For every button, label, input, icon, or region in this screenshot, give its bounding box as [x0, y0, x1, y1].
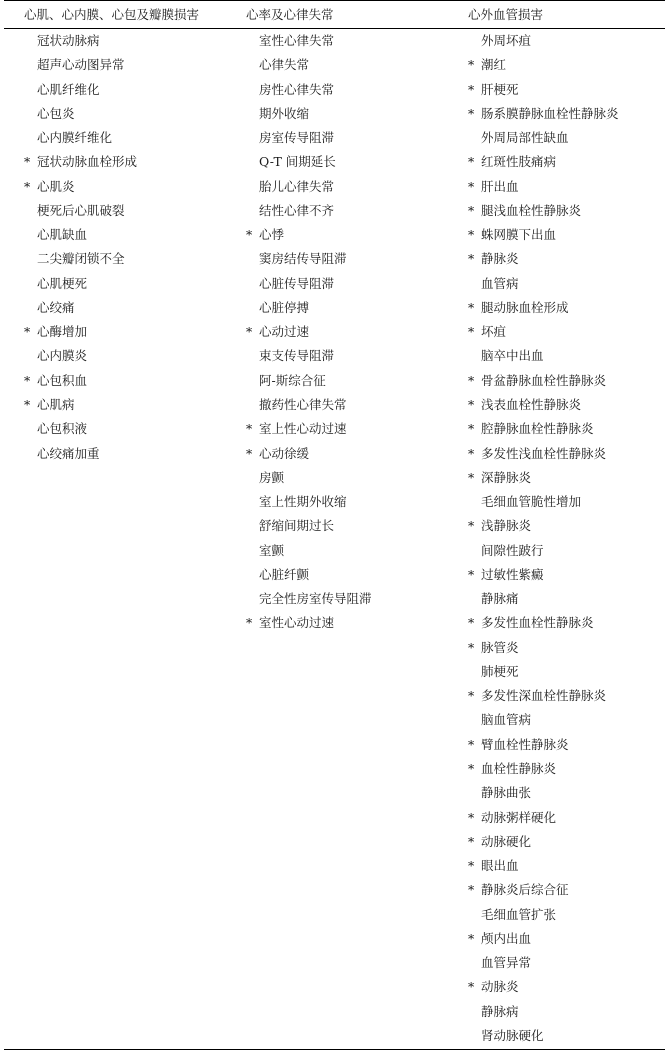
item-label: 心脏传导阻滞 — [259, 275, 335, 291]
table-header-row — [4, 1, 665, 29]
asterisk-marker: * — [468, 299, 475, 315]
adverse-reaction-table — [4, 0, 665, 1050]
item-label: 撤药性心律失常 — [259, 396, 347, 412]
item-label: 室性心动过速 — [259, 615, 335, 631]
item-label: 舒缩间期过长 — [259, 518, 335, 534]
item-label: 心酶增加 — [37, 324, 88, 340]
item-label: 静脉病 — [481, 1003, 519, 1019]
item-label: 心动过速 — [259, 324, 310, 340]
item-label: 心内膜炎 — [37, 348, 88, 364]
asterisk-marker: * — [24, 396, 31, 412]
item-label: 外周局部性缺血 — [481, 130, 569, 146]
item-label: 室上性期外收缩 — [259, 494, 347, 510]
item-label: 窦房结传导阻滞 — [259, 251, 347, 267]
item-label: 坏疽 — [481, 324, 507, 340]
item-label: 心肌病 — [37, 396, 75, 412]
asterisk-marker: * — [468, 227, 475, 243]
item-label: 心包积血 — [37, 372, 88, 388]
asterisk-marker: * — [468, 809, 475, 825]
item-label: 臂血栓性静脉炎 — [481, 736, 569, 752]
asterisk-marker: * — [468, 372, 475, 388]
item-label: 浅静脉炎 — [481, 518, 532, 534]
item-label: 室性心律失常 — [259, 33, 335, 48]
asterisk-marker: * — [468, 154, 475, 170]
item-label: 阿-斯综合征 — [259, 372, 326, 388]
item-label: 脑血管病 — [481, 712, 532, 728]
asterisk-marker: * — [468, 178, 475, 194]
item-label: 梗死后心肌破裂 — [37, 202, 125, 218]
column-header-arrhythmia: 心率及心律失常 — [246, 7, 334, 22]
item-label: 心肌炎 — [37, 178, 75, 194]
column-header-myocardial: 心肌、心内膜、心包及瓣膜损害 — [24, 7, 200, 22]
item-label: 心包积液 — [37, 421, 88, 437]
item-label: 肝出血 — [481, 178, 519, 194]
item-label: 蛛网膜下出血 — [481, 227, 557, 243]
item-label: 室颤 — [259, 542, 285, 558]
item-label: 静脉炎 — [481, 251, 519, 267]
item-label: 血管病 — [481, 275, 519, 291]
asterisk-marker: * — [246, 615, 253, 631]
asterisk-marker: * — [468, 882, 475, 898]
asterisk-marker: * — [468, 251, 475, 267]
item-label: 超声心动图异常 — [37, 57, 125, 73]
item-label: 静脉曲张 — [481, 785, 532, 801]
item-label: 二尖瓣闭锁不全 — [37, 251, 125, 267]
item-label: 束支传导阻滞 — [259, 348, 335, 364]
item-label: 浅表血栓性静脉炎 — [481, 396, 582, 412]
asterisk-marker: * — [468, 688, 475, 704]
asterisk-marker: * — [468, 566, 475, 582]
asterisk-marker: * — [24, 178, 31, 194]
asterisk-marker: * — [468, 396, 475, 412]
asterisk-marker: * — [468, 518, 475, 534]
item-label: Q-T 间期延长 — [259, 154, 336, 170]
asterisk-marker: * — [24, 372, 31, 388]
item-label: 结性心律不齐 — [259, 202, 335, 218]
item-label: 多发性浅血栓性静脉炎 — [481, 445, 607, 461]
asterisk-marker: * — [468, 469, 475, 485]
item-label: 房性心律失常 — [259, 81, 335, 97]
item-label: 血管异常 — [481, 955, 532, 971]
item-label: 冠状动脉病 — [37, 33, 100, 48]
item-label: 脑卒中出血 — [481, 348, 544, 364]
item-label: 过敏性紫癜 — [481, 566, 544, 582]
item-label: 心肌缺血 — [37, 227, 88, 243]
item-label: 肺梗死 — [481, 663, 519, 679]
asterisk-marker: * — [468, 324, 475, 340]
asterisk-marker: * — [468, 736, 475, 752]
item-label: 肠系膜静脉血栓性静脉炎 — [481, 105, 619, 121]
item-label: 血栓性静脉炎 — [481, 760, 557, 776]
item-label: 颅内出血 — [481, 930, 532, 946]
asterisk-marker: * — [246, 324, 253, 340]
asterisk-marker: * — [468, 833, 475, 849]
item-label: 心绞痛加重 — [37, 445, 100, 461]
item-label: 冠状动脉血栓形成 — [37, 154, 138, 170]
asterisk-marker: * — [468, 445, 475, 461]
item-label: 深静脉炎 — [481, 469, 532, 485]
asterisk-marker: * — [468, 639, 475, 655]
item-label: 腿动脉血栓形成 — [481, 299, 569, 315]
item-label: 毛细血管脆性增加 — [481, 494, 582, 510]
item-label: 多发性血栓性静脉炎 — [481, 615, 594, 631]
asterisk-marker: * — [246, 227, 253, 243]
item-label: 外周坏疽 — [481, 33, 532, 48]
asterisk-marker: * — [24, 324, 31, 340]
item-label: 多发性深血栓性静脉炎 — [481, 688, 607, 704]
item-label: 房颤 — [259, 469, 285, 485]
item-label: 红斑性肢痛病 — [481, 154, 557, 170]
item-label: 完全性房室传导阻滞 — [259, 591, 372, 607]
item-label: 静脉炎后综合征 — [481, 882, 569, 898]
item-label: 肝梗死 — [481, 81, 519, 97]
asterisk-marker: * — [468, 979, 475, 995]
asterisk-marker: * — [468, 615, 475, 631]
item-label: 心动徐缓 — [259, 445, 310, 461]
asterisk-marker: * — [246, 445, 253, 461]
item-label: 腿浅血栓性静脉炎 — [481, 202, 582, 218]
asterisk-marker: * — [468, 57, 475, 73]
item-label: 心脏停搏 — [259, 299, 310, 315]
item-label: 动脉硬化 — [481, 833, 532, 849]
asterisk-marker: * — [246, 421, 253, 437]
item-label: 期外收缩 — [259, 105, 310, 121]
item-label: 室上性心动过速 — [259, 421, 347, 437]
asterisk-marker: * — [468, 858, 475, 874]
asterisk-marker: * — [468, 105, 475, 121]
item-label: 心内膜纤维化 — [37, 130, 113, 146]
item-label: 眼出血 — [481, 858, 519, 874]
item-label: 潮红 — [481, 57, 507, 73]
item-label: 心肌纤维化 — [37, 81, 100, 97]
item-label: 腔静脉血栓性静脉炎 — [481, 421, 594, 437]
item-label: 骨盆静脉血栓性静脉炎 — [481, 372, 607, 388]
item-label: 脉管炎 — [481, 639, 519, 655]
item-label: 间隙性跛行 — [481, 542, 544, 558]
item-label: 心悸 — [259, 227, 285, 243]
item-label: 动脉粥样硬化 — [481, 809, 557, 825]
asterisk-marker: * — [468, 81, 475, 97]
asterisk-marker: * — [468, 202, 475, 218]
asterisk-marker: * — [468, 930, 475, 946]
asterisk-marker: * — [24, 154, 31, 170]
item-label: 静脉痛 — [481, 591, 519, 607]
item-label: 心脏纤颤 — [259, 566, 310, 582]
item-label: 心包炎 — [37, 105, 75, 121]
asterisk-marker: * — [468, 760, 475, 776]
item-label: 房室传导阻滞 — [259, 130, 335, 146]
item-label: 毛细血管扩张 — [481, 906, 557, 922]
item-label: 动脉炎 — [481, 979, 519, 995]
item-label: 心律失常 — [259, 57, 310, 73]
item-label: 心绞痛 — [37, 299, 75, 315]
item-label: 心肌梗死 — [37, 275, 88, 291]
column-header-vascular: 心外血管损害 — [468, 7, 544, 22]
item-label: 肾动脉硬化 — [481, 1027, 544, 1043]
item-label: 胎儿心律失常 — [259, 178, 335, 194]
asterisk-marker: * — [468, 421, 475, 437]
